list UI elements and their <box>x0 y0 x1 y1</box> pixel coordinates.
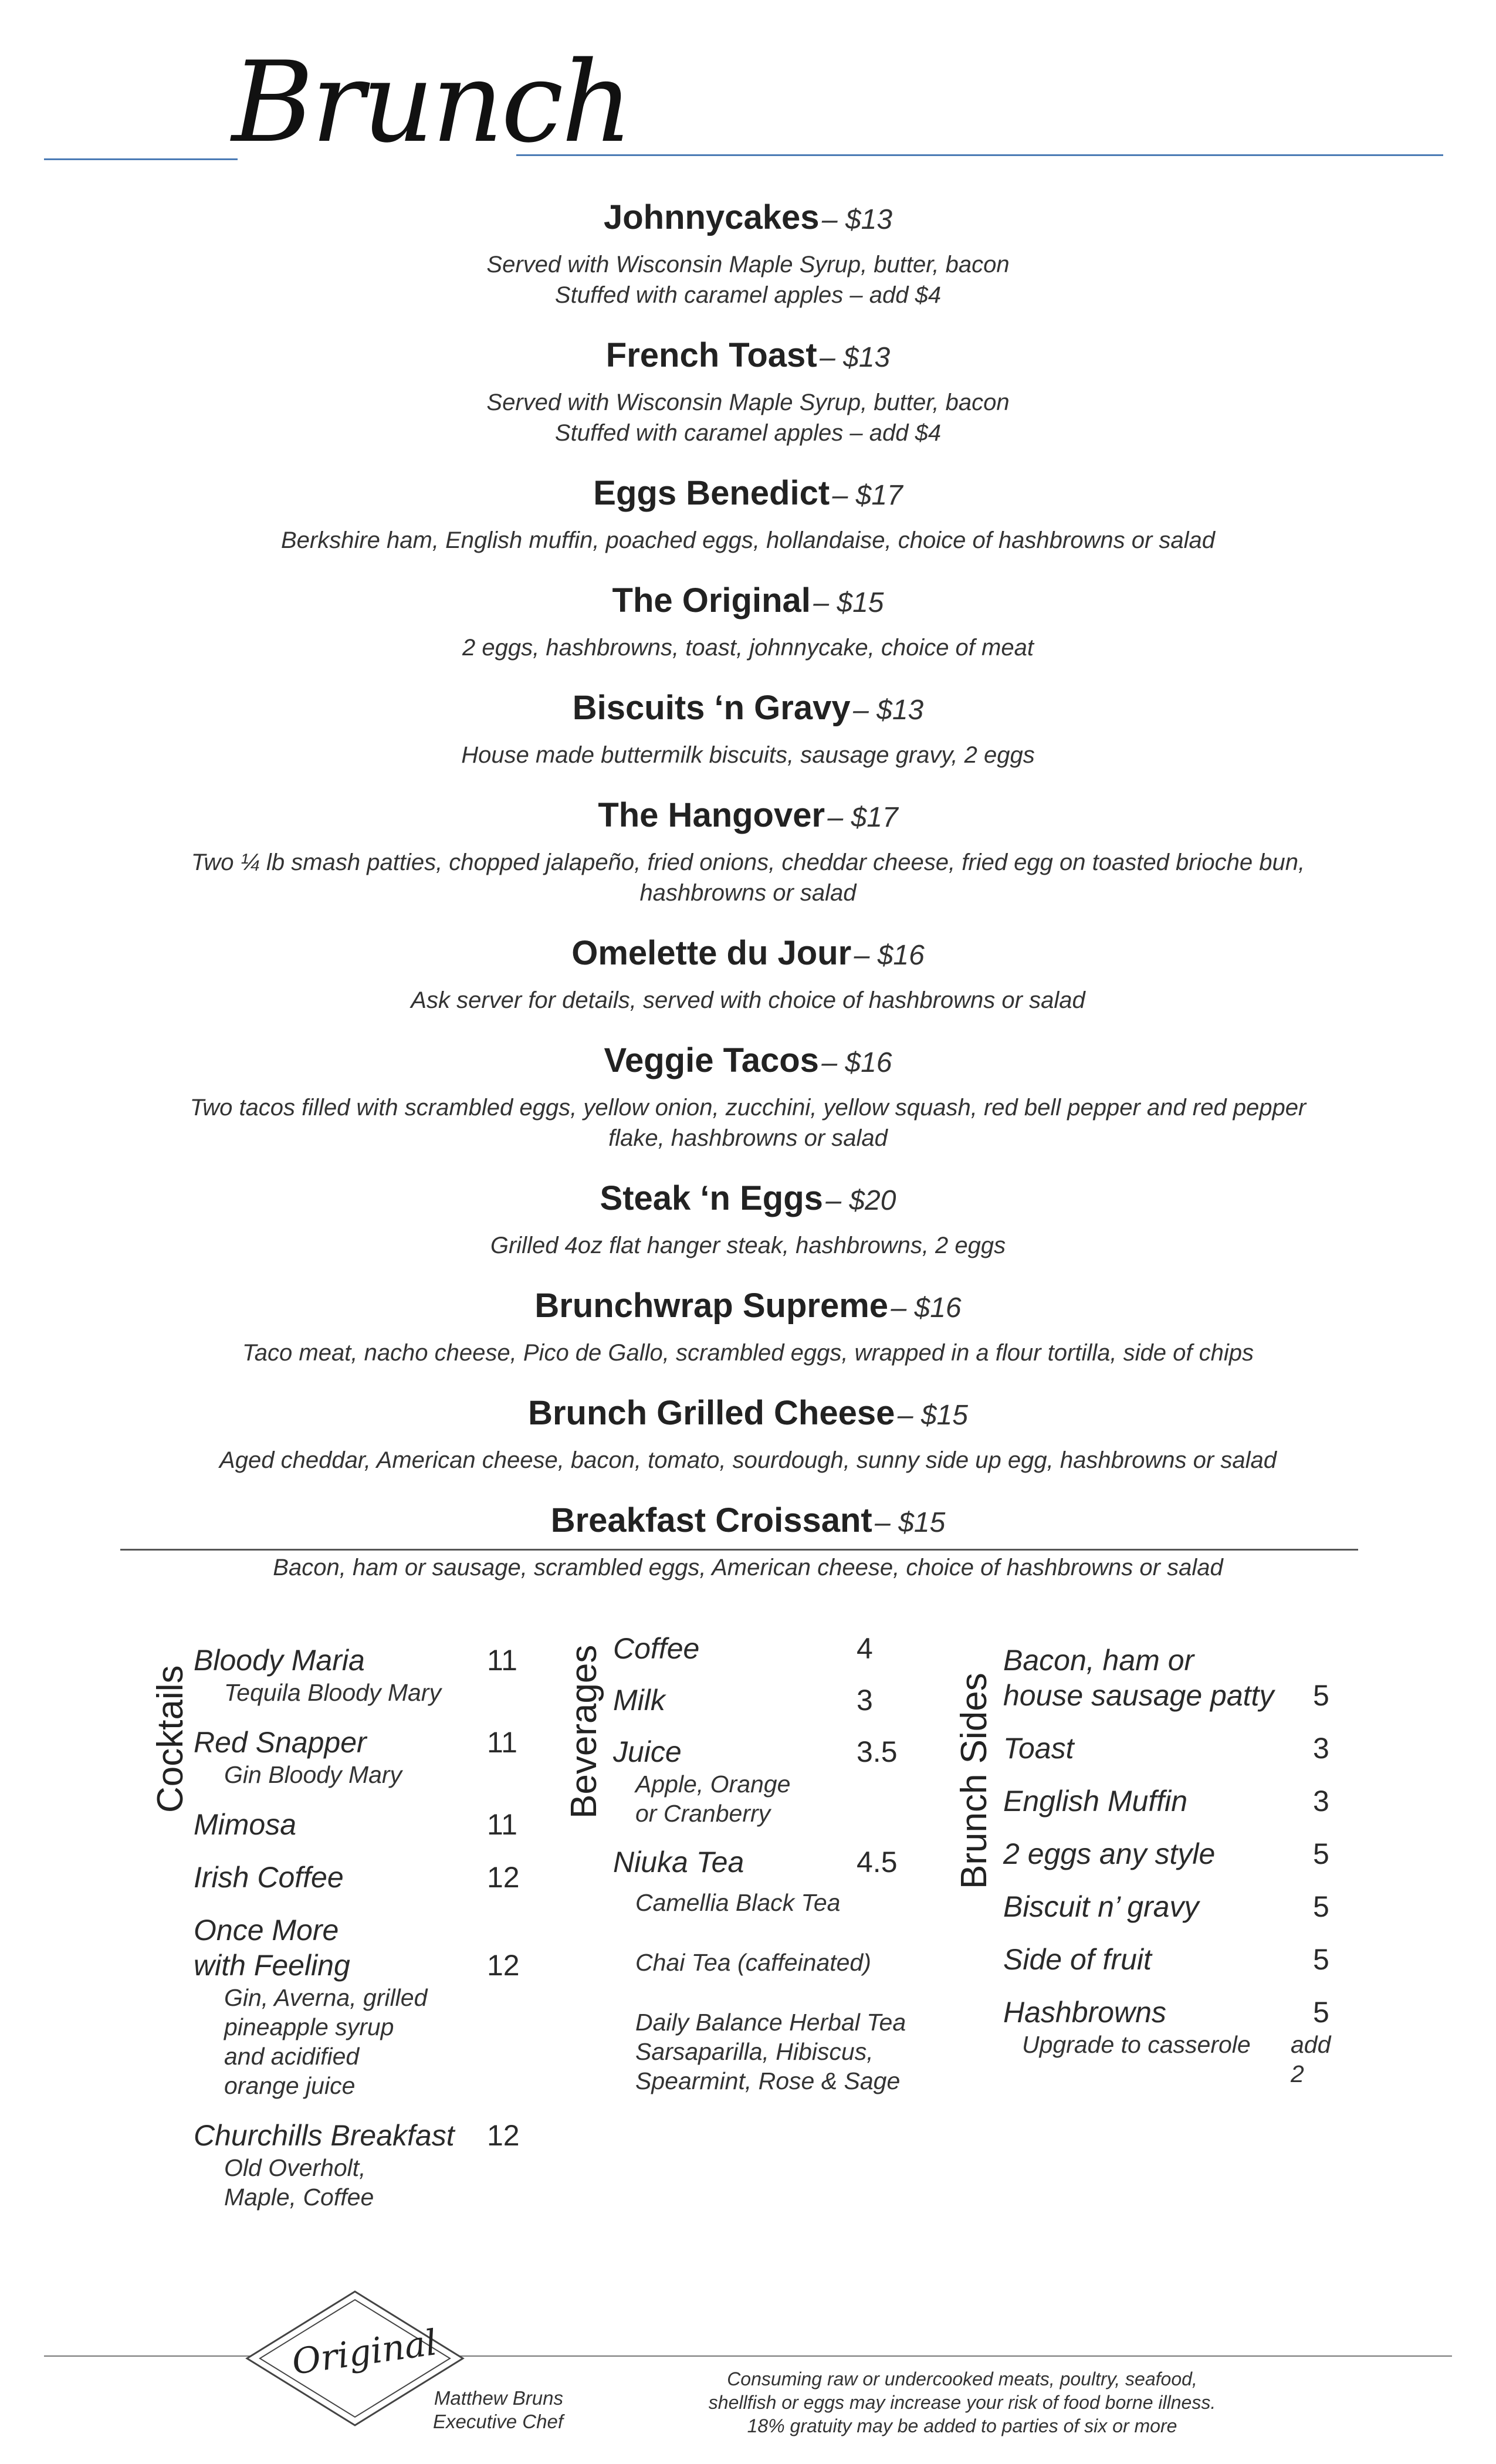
beverages-item-label: Juice <box>613 1735 682 1768</box>
cocktails-item-name <box>194 1913 522 1948</box>
menu-item-name: Breakfast Croissant <box>550 1501 872 1539</box>
beverages-item <box>613 1844 918 1880</box>
logo-wordmark: Original <box>289 2322 439 2383</box>
sides-item-price: 5 <box>1313 1890 1329 1923</box>
sides-item-name <box>1003 1783 1332 1819</box>
sides-item-label: Biscuit n’ gravy <box>1003 1890 1199 1923</box>
sides-item-label: 2 eggs any style <box>1003 1837 1216 1870</box>
menu-item-description: hashbrowns or salad <box>639 880 857 906</box>
menu-item <box>117 1176 1379 1261</box>
menu-item-description: flake, hashbrowns or salad <box>608 1125 888 1151</box>
sides-item-name <box>1003 1889 1332 1924</box>
menu-item-heading <box>117 793 1379 847</box>
menu-item-description: Ask server for details, served with choice of hashbrowns or salad <box>411 987 1085 1013</box>
cocktails-item <box>194 2118 522 2212</box>
menu-item-description: Bacon, ham or sausage, scrambled eggs, American cheese, choice of hashbrowns or salad <box>273 1555 1223 1580</box>
side-upgrade-price: add 2 <box>1291 2031 1331 2087</box>
beverages-item-label: Milk <box>613 1684 665 1717</box>
cocktails-item-name <box>194 1643 522 1678</box>
sides-item-price: 5 <box>1313 1943 1329 1976</box>
menu-item <box>117 930 1379 1016</box>
section-divider <box>120 1549 1358 1551</box>
sides-item-price: 5 <box>1313 1679 1329 1712</box>
beverages-heading: Beverages <box>564 1644 604 1819</box>
menu-item <box>117 195 1379 310</box>
cocktails-item <box>194 1807 522 1842</box>
menu-item-price: – $13 <box>821 204 893 235</box>
beverages-item-name <box>613 1734 918 1769</box>
cocktails-item <box>194 1913 522 2100</box>
menu-item-name: Eggs Benedict <box>593 474 830 512</box>
tea-option <box>613 2008 918 2096</box>
menu-item-description: Two tacos filled with scrambled eggs, yellow onion, zucchini, yellow squash, red bell pepper and red pepper <box>189 1095 1307 1121</box>
tea-option-line: Spearmint, Rose & Sage <box>635 2067 901 2094</box>
tea-option <box>613 1888 918 1917</box>
sides-item-label: Bacon, ham or <box>1003 1644 1194 1677</box>
sides-item-price: 3 <box>1313 1785 1329 1817</box>
menu-item-heading <box>117 578 1379 632</box>
tea-option <box>613 1948 918 1977</box>
menu-item-heading <box>117 1498 1379 1552</box>
disclaimer-line: 18% gratuity may be added to parties of six or more <box>747 2415 1177 2436</box>
menu-item-price: – $13 <box>820 342 891 373</box>
sides-item <box>1003 1783 1332 1819</box>
cocktails-item-price: 12 <box>487 1861 520 1894</box>
cocktails-item-price: 11 <box>487 1644 517 1677</box>
beverages-item-price: 4 <box>857 1632 873 1665</box>
menu-item-price: – $16 <box>821 1047 892 1078</box>
brunch-sides-list <box>1003 1643 1332 2087</box>
beverages-item-detail: Apple, Orange <box>635 1771 791 1798</box>
cocktails-item-detail: orange juice <box>224 2072 356 2099</box>
sides-item <box>1003 1995 1332 2030</box>
beverages-item <box>613 1631 918 1666</box>
menu-item <box>117 471 1379 556</box>
menu-item-name: Johnnycakes <box>603 198 820 236</box>
side-upgrade-label: Upgrade to casserole <box>1022 2031 1251 2058</box>
sides-item-price: 5 <box>1313 1837 1329 1870</box>
menu-item-heading <box>117 333 1379 387</box>
menu-item <box>117 1498 1379 1583</box>
sides-item-price: 5 <box>1313 1996 1329 2029</box>
beverages-item-detail: or Cranberry <box>635 1800 771 1827</box>
beverages-item <box>613 1734 918 1828</box>
cocktails-item <box>194 1643 522 1707</box>
menu-item-price: – $20 <box>825 1185 896 1216</box>
cocktails-item-detail: Gin, Averna, grilled <box>224 1984 428 2011</box>
tea-option-line: Daily Balance Herbal Tea <box>635 2009 906 2036</box>
side-upgrade <box>1003 2030 1332 2087</box>
menu-item-price: – $15 <box>813 587 884 618</box>
menu-item <box>117 1038 1379 1153</box>
cocktails-heading: Cocktails <box>150 1665 191 1813</box>
cocktails-item-name <box>194 1948 522 1983</box>
cocktails-item <box>194 1860 522 1895</box>
cocktails-item-label: with Feeling <box>194 1949 350 1982</box>
disclaimer-line: Consuming raw or undercooked meats, poultry, seafood, <box>727 2368 1197 2389</box>
cocktails-item-label: Once More <box>194 1914 339 1947</box>
cocktails-item-label: Bloody Maria <box>194 1644 365 1677</box>
cocktails-item-label: Red Snapper <box>194 1726 367 1759</box>
menu-item-heading <box>117 1390 1379 1445</box>
beverages-item-name <box>613 1683 918 1718</box>
cocktails-item-label: Churchills Breakfast <box>194 2119 455 2152</box>
menu-item-price: – $13 <box>853 695 924 726</box>
menu-item-description: Served with Wisconsin Maple Syrup, butter, bacon <box>486 252 1010 277</box>
beverages-item <box>613 1683 918 1718</box>
sides-item <box>1003 1889 1332 1924</box>
sides-item-label: Side of fruit <box>1003 1943 1152 1976</box>
cocktails-item-detail: Old Overholt, <box>224 2154 366 2181</box>
beverages-item-price: 4.5 <box>857 1846 898 1879</box>
chef-credit <box>405 2387 563 2433</box>
sides-item-label: Hashbrowns <box>1003 1996 1166 2029</box>
menu-item-name: Veggie Tacos <box>604 1041 819 1079</box>
menu-item <box>117 578 1379 663</box>
sides-item-label: English Muffin <box>1003 1785 1188 1817</box>
sides-item-name <box>1003 1836 1332 1871</box>
menu-item-description: House made buttermilk biscuits, sausage gravy, 2 eggs <box>461 742 1035 768</box>
menu-item-name: Omelette du Jour <box>571 934 852 972</box>
menu-item <box>117 793 1379 908</box>
beverages-list <box>613 1631 918 2096</box>
cocktails-list <box>194 1643 522 2212</box>
sides-item <box>1003 1942 1332 1977</box>
sides-item-price: 3 <box>1313 1732 1329 1765</box>
menu-item <box>117 1283 1379 1368</box>
cocktails-item-name <box>194 2118 522 2153</box>
cocktails-item <box>194 1725 522 1789</box>
cocktails-item-name <box>194 1807 522 1842</box>
menu-item-heading <box>117 1176 1379 1230</box>
sides-item <box>1003 1836 1332 1871</box>
menu-item-heading <box>117 685 1379 740</box>
menu-item-price: – $17 <box>832 480 903 511</box>
brunch-sides-heading: Brunch Sides <box>954 1673 994 1889</box>
sides-item-label: Toast <box>1003 1732 1074 1765</box>
menu-item-heading <box>117 1283 1379 1338</box>
menu-item-description: Grilled 4oz flat hanger steak, hashbrowns, 2 eggs <box>490 1233 1006 1258</box>
cocktails-item-price: 11 <box>487 1726 517 1759</box>
menu-item-heading <box>117 930 1379 985</box>
menu-item <box>117 333 1379 448</box>
tea-option-line: Camellia Black Tea <box>635 1889 841 1916</box>
tea-option-line: Sarsaparilla, Hibiscus, <box>635 2038 874 2065</box>
cocktails-item-label: Mimosa <box>194 1808 297 1841</box>
chef-title: Executive Chef <box>433 2411 563 2432</box>
menu-item-name: The Original <box>612 581 811 620</box>
menu-item-price: – $16 <box>854 940 925 971</box>
beverages-item-label: Niuka Tea <box>613 1846 744 1879</box>
sides-item-name <box>1003 1731 1332 1766</box>
cocktails-item-detail: and acidified <box>224 2043 360 2070</box>
beverages-item-price: 3 <box>857 1684 873 1717</box>
menu-item-description: Stuffed with caramel apples – add $4 <box>554 420 942 446</box>
food-safety-disclaimer <box>634 2367 1291 2438</box>
menu-item-heading <box>117 195 1379 249</box>
sides-item <box>1003 1731 1332 1766</box>
cocktails-item-label: Irish Coffee <box>194 1861 344 1894</box>
beverages-item-name <box>613 1631 918 1666</box>
menu-item-description: Two ¼ lb smash patties, chopped jalapeño, fried onions, cheddar cheese, fried egg on toasted brioche bun, <box>191 849 1305 875</box>
sides-item-name <box>1003 1995 1332 2030</box>
menu-item-price: – $15 <box>897 1400 968 1431</box>
cocktails-item-name <box>194 1725 522 1760</box>
menu-item-description: Taco meat, nacho cheese, Pico de Gallo, scrambled eggs, wrapped in a flour tortilla, side of chips <box>242 1340 1254 1366</box>
menu-item-name: The Hangover <box>598 796 825 834</box>
cocktails-item-detail: Tequila Bloody Mary <box>224 1679 441 1706</box>
menu-item-description: 2 eggs, hashbrowns, toast, johnnycake, choice of meat <box>462 635 1034 661</box>
menu-item-name: French Toast <box>605 336 817 374</box>
chef-name: Matthew Bruns <box>434 2387 563 2409</box>
menu-item-description: Berkshire ham, English muffin, poached eggs, hollandaise, choice of hashbrowns or salad <box>280 527 1216 553</box>
cocktails-item-name <box>194 1860 522 1895</box>
menu-item-description: Served with Wisconsin Maple Syrup, butter, bacon <box>486 390 1010 415</box>
menu-item-name: Steak ‘n Eggs <box>600 1179 823 1217</box>
menu-item-name: Brunchwrap Supreme <box>534 1287 889 1325</box>
menu-item-name: Biscuits ‘n Gravy <box>572 689 851 727</box>
menu-item <box>117 685 1379 770</box>
header-rule-right <box>516 154 1443 156</box>
sides-item-name <box>1003 1942 1332 1977</box>
menu-item-heading <box>117 471 1379 525</box>
beverages-item-price: 3.5 <box>857 1735 898 1768</box>
cocktails-item-price: 11 <box>487 1808 517 1841</box>
menu-item-description: Aged cheddar, American cheese, bacon, tomato, sourdough, sunny side up egg, hashbrowns or salad <box>219 1447 1277 1473</box>
cocktails-item-detail: Gin Bloody Mary <box>224 1761 402 1788</box>
cocktails-item-detail: pineapple syrup <box>224 2013 394 2040</box>
header-rule-left <box>44 158 238 160</box>
sides-item <box>1003 1643 1332 1713</box>
beverages-item-name <box>613 1844 918 1880</box>
cocktails-item-detail: Maple, Coffee <box>224 2184 374 2211</box>
menu-item <box>117 1390 1379 1475</box>
menu-item-price: – $17 <box>827 802 898 833</box>
cocktails-item-price: 12 <box>487 1949 520 1982</box>
menu-item-name: Brunch Grilled Cheese <box>528 1394 895 1432</box>
sides-item-name <box>1003 1678 1332 1713</box>
menu-item-heading <box>117 1038 1379 1092</box>
menu-item-price: – $16 <box>891 1292 962 1324</box>
cocktails-item-price: 12 <box>487 2119 520 2152</box>
sides-item-name <box>1003 1643 1332 1678</box>
menu-item-description: Stuffed with caramel apples – add $4 <box>554 282 942 308</box>
brunch-menu-list <box>117 195 1379 1605</box>
disclaimer-line: shellfish or eggs may increase your risk of food borne illness. <box>708 2392 1216 2413</box>
sides-item-label: house sausage patty <box>1003 1679 1274 1712</box>
page-title: Brunch <box>232 38 631 167</box>
tea-option-line: Chai Tea (caffeinated) <box>635 1949 871 1976</box>
menu-item-price: – $15 <box>875 1507 946 1538</box>
beverages-item-label: Coffee <box>613 1632 700 1665</box>
